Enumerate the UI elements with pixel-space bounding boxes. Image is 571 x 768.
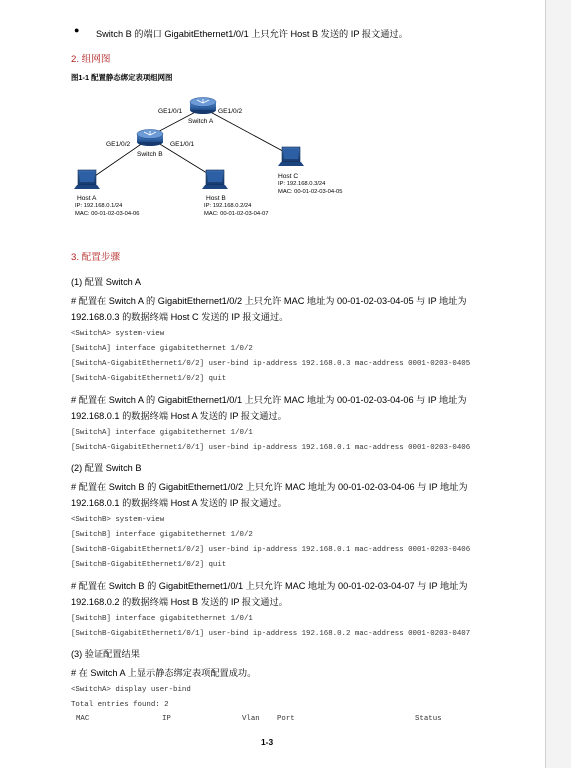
host-a-label: Host A xyxy=(77,195,97,202)
table-header-vlan: Vlan xyxy=(242,715,260,723)
paragraph-line: # 配置在 Switch B 的 GigabitEthernet1/0/2 上只允许 MAC 地址为 00-01-02-03-04-06 与 IP 地址为 xyxy=(71,482,468,492)
code-line: [SwitchB-GigabitEthernet1/0/2] user-bind ip-address 192.168.0.1 mac-address 0001-0203-0406 xyxy=(71,546,471,554)
switch-b-icon xyxy=(137,130,163,147)
step-heading-switch-a: (1) 配置 Switch A xyxy=(71,277,141,287)
paragraph-line: # 在 Switch A 上显示静态绑定表项配置成功。 xyxy=(71,668,257,678)
switch-a-label: Switch A xyxy=(188,118,214,125)
code-line: [SwitchB-GigabitEthernet1/0/2] quit xyxy=(71,561,227,569)
paragraph-line: 192.168.0.2 的数据终端 Host B 发送的 IP 报文通过。 xyxy=(71,597,288,607)
paragraph-line: 192.168.0.3 的数据终端 Host C 发送的 IP 报文通过。 xyxy=(71,312,289,322)
code-line: <SwitchA> display user-bind xyxy=(71,686,191,694)
step-heading-verify: (3) 验证配置结果 xyxy=(71,649,140,659)
host-b-ip: IP: 192.168.0.2/24 xyxy=(204,203,252,209)
figure-caption: 图1-1 配置静态绑定表项组网图 xyxy=(71,73,173,82)
host-a-computer-icon xyxy=(74,170,100,189)
viewer-side-panel xyxy=(545,0,571,768)
code-line: [SwitchA-GigabitEthernet1/0/2] user-bind ip-address 192.168.0.3 mac-address 0001-0203-0405 xyxy=(71,360,471,368)
section-heading-steps: 3. 配置步骤 xyxy=(71,252,121,263)
code-line: <SwitchA> system-view xyxy=(71,330,165,338)
code-line: [SwitchB] interface gigabitethernet 1/0/2 xyxy=(71,531,253,539)
table-header-status: Status xyxy=(415,715,442,723)
bullet-dot: ● xyxy=(74,25,80,35)
paragraph-line: # 配置在 Switch B 的 GigabitEthernet1/0/1 上只允许 MAC 地址为 00-01-02-03-04-07 与 IP 地址为 xyxy=(71,581,468,591)
code-line: [SwitchB] interface gigabitethernet 1/0/1 xyxy=(71,615,253,623)
host-c-mac: MAC: 00-01-02-03-04-05 xyxy=(278,189,343,195)
host-b-mac: MAC: 00-01-02-03-04-07 xyxy=(204,211,269,217)
switch-b-port-right-label: GE1/0/1 xyxy=(170,141,195,148)
table-header-mac: MAC xyxy=(76,715,90,723)
paragraph-line: 192.168.0.1 的数据终端 Host A 发送的 IP 报文通过。 xyxy=(71,498,287,508)
host-a-ip: IP: 192.168.0.1/24 xyxy=(75,203,123,209)
switch-a-port-right-label: GE1/0/2 xyxy=(218,108,243,115)
code-line: <SwitchB> system-view xyxy=(71,516,165,524)
page-number: 1-3 xyxy=(261,737,274,747)
table-header-ip: IP xyxy=(162,715,171,723)
paragraph-line: # 配置在 Switch A 的 GigabitEthernet1/0/2 上只允许 MAC 地址为 00-01-02-03-04-05 与 IP 地址为 xyxy=(71,296,467,306)
host-c-computer-icon xyxy=(278,147,304,166)
link-switcha-hostc xyxy=(203,108,292,156)
code-line: [SwitchA-GigabitEthernet1/0/2] quit xyxy=(71,375,227,383)
code-line: [SwitchA-GigabitEthernet1/0/1] user-bind ip-address 192.168.0.1 mac-address 0001-0203-0406 xyxy=(71,444,471,452)
switch-b-port-left-label: GE1/0/2 xyxy=(106,141,131,148)
section-heading-network: 2. 组网图 xyxy=(71,54,111,65)
code-line: Total entries found: 2 xyxy=(71,701,169,709)
bullet-text: Switch B 的端口 GigabitEthernet1/0/1 上只允许 Host B 发送的 IP 报文通过。 xyxy=(96,29,408,39)
host-a-mac: MAC: 00-01-02-03-04-06 xyxy=(75,211,140,217)
code-line: [SwitchB-GigabitEthernet1/0/1] user-bind ip-address 192.168.0.2 mac-address 0001-0203-0407 xyxy=(71,630,471,638)
switch-b-label: Switch B xyxy=(137,151,163,158)
code-line: [SwitchA] interface gigabitethernet 1/0/2 xyxy=(71,345,253,353)
paragraph-line: # 配置在 Switch A 的 GigabitEthernet1/0/1 上只允许 MAC 地址为 00-01-02-03-04-06 与 IP 地址为 xyxy=(71,395,467,405)
switch-a-port-left-label: GE1/0/1 xyxy=(158,108,183,115)
host-c-label: Host C xyxy=(278,173,299,180)
host-b-computer-icon xyxy=(202,170,228,189)
table-header-port: Port xyxy=(277,715,295,723)
paragraph-line: 192.168.0.1 的数据终端 Host A 发送的 IP 报文通过。 xyxy=(71,411,287,421)
switch-a-icon xyxy=(190,98,216,115)
host-c-ip: IP: 192.168.0.3/24 xyxy=(278,181,326,187)
step-heading-switch-b: (2) 配置 Switch B xyxy=(71,463,142,473)
host-b-label: Host B xyxy=(206,195,226,202)
code-line: [SwitchA] interface gigabitethernet 1/0/1 xyxy=(71,429,253,437)
